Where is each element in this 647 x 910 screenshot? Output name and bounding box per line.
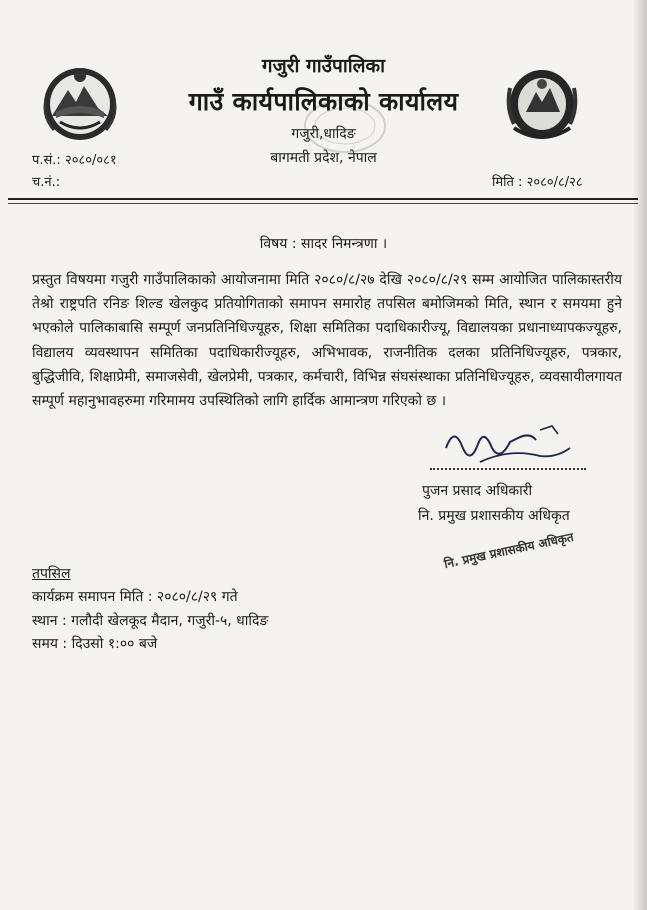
annex-heading: तपसिल [32,566,71,582]
annex-venue: स्थान : गलौदी खेलकूद मैदान, गजुरी-५, धादिङ [32,613,269,629]
dispatch-number: च.नं.: [32,175,61,190]
signature-icon [440,418,580,470]
header-divider-thin [8,203,638,204]
subject-line: विषय : सादर निमन्त्रणा । [259,236,388,252]
address-line-2: बागमती प्रदेश, नेपाल [270,150,377,166]
annex-time: समय : दिउसो १:०० बजे [32,636,158,652]
municipality-name: गजुरी गाउँपालिका [261,55,386,77]
address-line-1: गजुरी,धादिङ [291,126,356,142]
designation-stamp: नि. प्रमुख प्रशासकीय अधिकृत [442,529,575,572]
signatory-title: नि. प्रमुख प्रशासकीय अधिकृत [418,508,570,524]
office-name: गाउँ कार्यपालिकाको कार्यालय [188,87,459,116]
header-divider-thick [8,198,638,200]
letter-body: प्रस्तुत विषयमा गजुरी गाउँपालिकाको आयोजनामा मिति २०८०/८/२७ देखि २०८०/८/२९ सम्म आयोजित पालिकास्तरीय तेश्रो राष्ट्रपति रनिङ शिल्ड खेलकुद प्रतियोगिताको समापन समारोह तपसिल बमोजिमको मिति, स्थान र समयमा हुने भएकोले पालिकाबासि सम्पूर्ण जनप्रतिनिधिज्यूहरु, शिक्षा समितिका पदाधिकारीज्यू, विद्यालयका प्रधानाध्यापकज्यूहरु, विद्यालय व्यवस्थापन समितिका पदाधिकारीज्यूहरु, अभिभावक, राजनीतिक दलका प्रतिनिधिज्यूहरु, पत्रकार, बुद्धिजीवि, शिक्षाप्रेमी, समाजसेवी, खेलप्रेमी, पत्रकार, कर्मचारी, विभिन्न संघसंस्थाका प्रतिनिधिज्यूहरु, व्यवसायीलगायत सम्पूर्ण महानुभावहरुमा गरिमामय उपस्थितिको लागि हार्दिक आमान्त्रण गरिएको छ । [32,272,622,410]
letter-date: मिति : २०८०/८/२८ [492,175,583,190]
annex-program-date: कार्यक्रम समापन मिति : २०८०/८/२९ गते [32,589,238,605]
reference-number: प.सं.: २०८०/०८१ [32,153,117,168]
signature-line [430,468,586,470]
signatory-name: पुजन प्रसाद अधिकारी [422,483,533,499]
